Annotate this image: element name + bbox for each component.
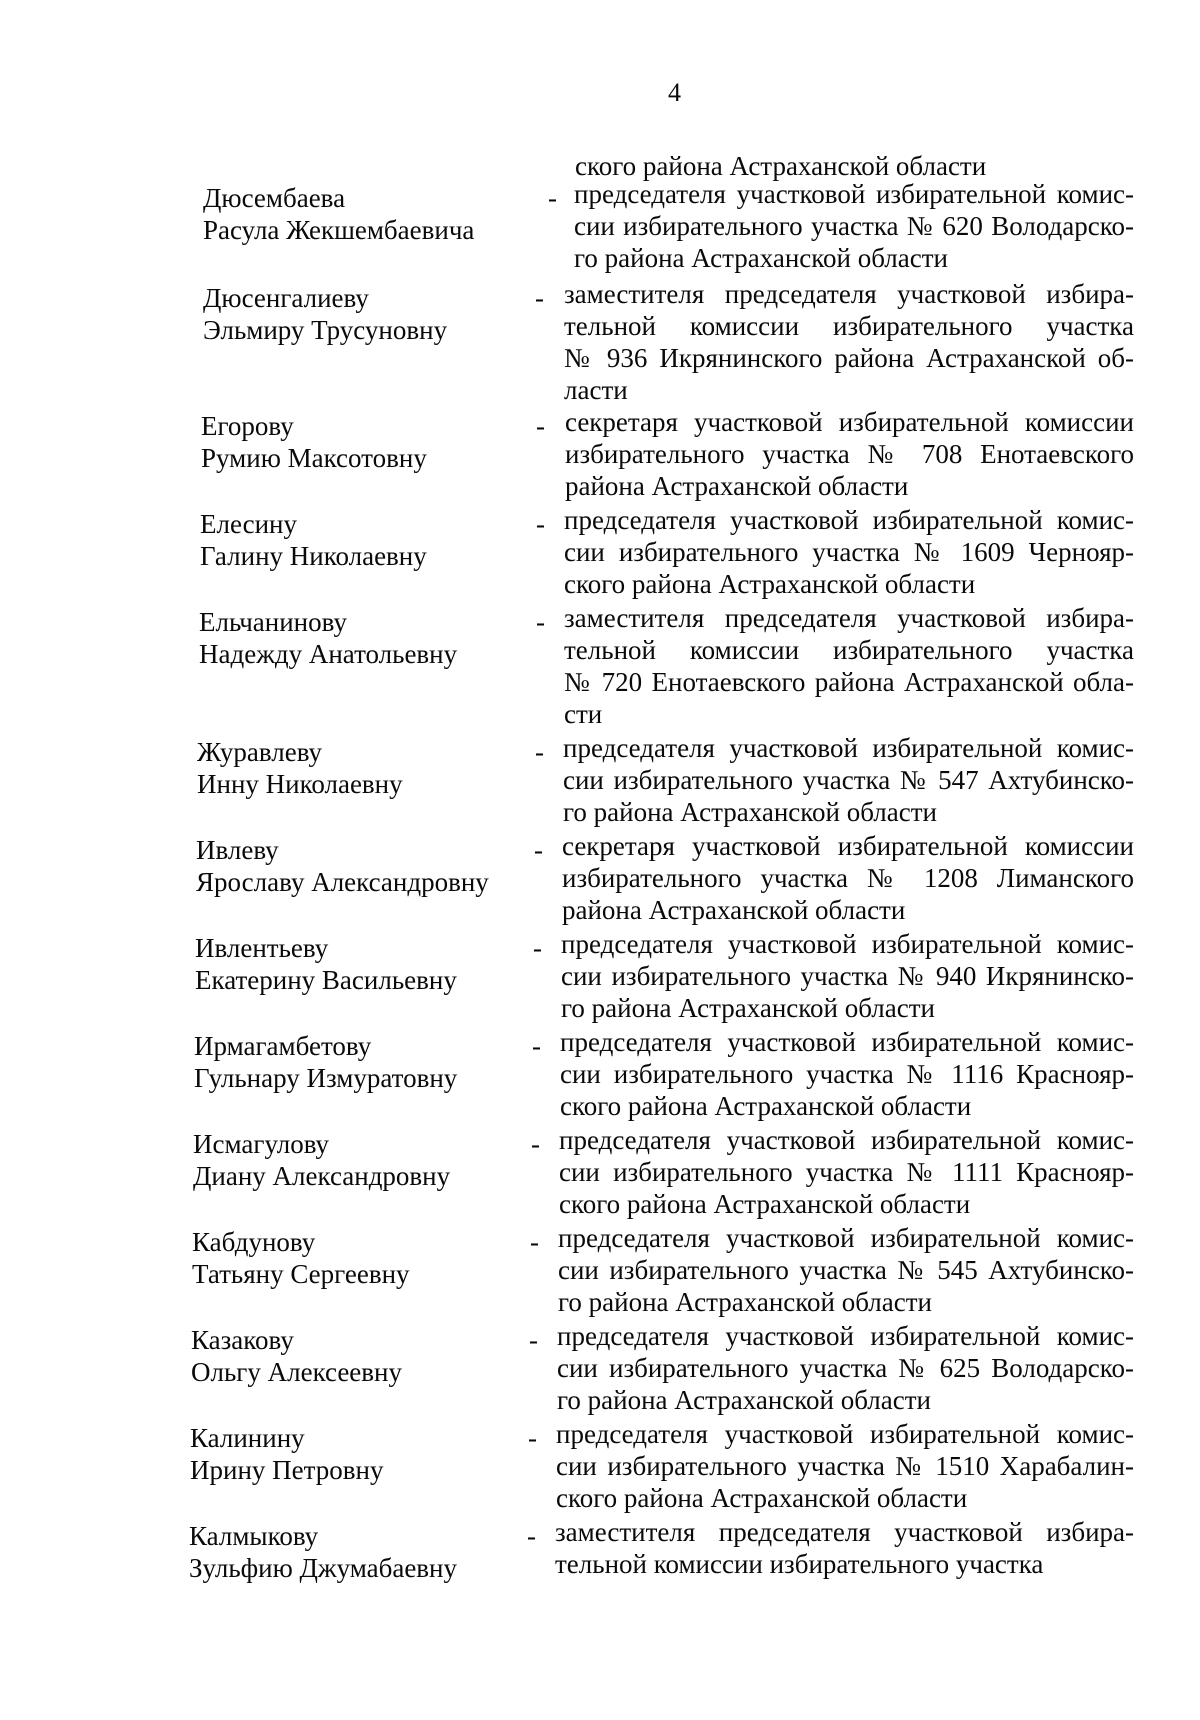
position-description-line: сии избирательного участка № 620 Володарско- — [574, 211, 1134, 241]
appointee-surname: Казакову — [191, 1325, 294, 1355]
dash-separator: - — [535, 283, 544, 313]
appointee-given-names: Румию Максотовну — [201, 443, 427, 473]
appointee-given-names: Галину Николаевну — [200, 541, 427, 571]
appointee-given-names: Диану Александровну — [193, 1161, 451, 1191]
appointee-surname: Калмыкову — [189, 1521, 319, 1551]
appointee-given-names: Инну Николаевну — [197, 769, 403, 799]
appointee-surname: Дюсенгалиеву — [203, 283, 369, 313]
position-description-line: председателя участковой избирательной комис- — [564, 505, 1134, 535]
position-description-line: го района Астраханской области — [574, 243, 948, 273]
position-description-line: избирательного участка № 708 Енотаевского — [565, 439, 1134, 469]
position-description-line: председателя участковой избирательной комис- — [559, 1125, 1134, 1155]
dash-separator: - — [536, 411, 545, 441]
position-description-line: председателя участковой избирательной комис- — [574, 179, 1134, 209]
position-description-line: заместителя председателя участковой избира- — [564, 279, 1134, 309]
appointee-surname: Егорову — [201, 411, 294, 441]
position-description-line: № 720 Енотаевского района Астраханской обла- — [564, 667, 1134, 697]
position-description-line: сти — [564, 699, 603, 729]
appointee-surname: Исмагулову — [193, 1129, 330, 1159]
position-description-line: го района Астраханской области — [558, 1287, 932, 1317]
appointee-given-names: Ярославу Александровну — [196, 867, 489, 897]
appointee-surname: Дюсембаева — [203, 183, 346, 213]
appointee-surname: Елесину — [200, 509, 298, 539]
dash-separator: - — [532, 1031, 541, 1061]
position-description-line: ского района Астраханской области — [556, 1483, 968, 1513]
appointee-given-names: Ольгу Алексеевну — [191, 1357, 402, 1387]
appointee-given-names: Расула Жекшембаевича — [203, 215, 475, 245]
appointee-given-names: Екатерину Васильевну — [195, 965, 457, 995]
position-description-line: района Астраханской области — [565, 471, 909, 501]
position-description-line: го района Астраханской области — [563, 797, 937, 827]
appointee-given-names: Зульфию Джумабаевну — [189, 1553, 457, 1583]
position-description-line: секретаря участковой избирательной комиссии — [565, 407, 1134, 437]
dash-separator: - — [531, 1129, 540, 1159]
position-description-line: тельной комиссии избирательного участка — [555, 1549, 1044, 1579]
continuation-line: ского района Астраханской области — [575, 151, 987, 181]
position-description-line: председателя участковой избирательной комис- — [561, 929, 1134, 959]
position-description-line: сии избирательного участка № 545 Ахтубинско- — [558, 1255, 1134, 1285]
appointee-given-names: Татьяну Сергеевну — [192, 1259, 410, 1289]
appointee-surname: Ирмагамбетову — [194, 1031, 372, 1061]
position-description-line: сии избирательного участка № 1116 Краснояр- — [560, 1059, 1134, 1089]
position-description-line: ского района Астраханской области — [560, 1091, 972, 1121]
position-description-line: заместителя председателя участковой избира- — [564, 603, 1134, 633]
appointee-surname: Кабдунову — [192, 1227, 316, 1257]
appointee-surname: Ивлеву — [196, 835, 279, 865]
dash-separator: - — [528, 1423, 537, 1453]
dash-separator: - — [533, 933, 542, 963]
appointee-surname: Калинину — [190, 1423, 305, 1453]
position-description-line: сии избирательного участка № 1510 Харабалин- — [556, 1451, 1134, 1481]
page-number: 4 — [668, 78, 681, 107]
position-description-line: тельной комиссии избирательного участка — [564, 311, 1134, 341]
dash-separator: - — [535, 737, 544, 767]
position-description-line: сии избирательного участка № 1609 Чернояр- — [564, 537, 1134, 567]
appointee-given-names: Ирину Петровну — [190, 1455, 384, 1485]
position-description-line: сии избирательного участка № 940 Икрянинско- — [561, 961, 1134, 991]
appointee-surname: Ивлентьеву — [195, 933, 329, 963]
position-description-line: сии избирательного участка № 625 Володарско- — [557, 1353, 1134, 1383]
position-description-line: ского района Астраханской области — [559, 1189, 971, 1219]
position-description-line: сии избирательного участка № 1111 Краснояр- — [559, 1157, 1134, 1187]
appointee-given-names: Гульнару Измуратовну — [194, 1063, 458, 1093]
position-description-line: тельной комиссии избирательного участка — [564, 635, 1134, 665]
dash-separator: - — [548, 183, 557, 213]
dash-separator: - — [536, 509, 545, 539]
position-description-line: района Астраханской области — [562, 895, 906, 925]
position-description-line: председателя участковой избирательной комис- — [557, 1321, 1134, 1351]
position-description-line: председателя участковой избирательной комис- — [563, 733, 1134, 763]
appointee-given-names: Эльмиру Трусуновну — [203, 315, 448, 345]
dash-separator: - — [534, 835, 543, 865]
position-description-line: председателя участковой избирательной комис- — [556, 1419, 1134, 1449]
position-description-line: секретаря участковой избирательной комиссии — [562, 831, 1134, 861]
position-description-line: сии избирательного участка № 547 Ахтубинско- — [563, 765, 1134, 795]
dash-separator: - — [527, 1521, 536, 1551]
dash-separator: - — [529, 1325, 538, 1355]
position-description-line: го района Астраханской области — [557, 1385, 931, 1415]
position-description-line: председателя участковой избирательной комис- — [560, 1027, 1134, 1057]
appointee-surname: Журавлеву — [197, 737, 323, 767]
position-description-line: ского района Астраханской области — [564, 569, 976, 599]
appointee-given-names: Надежду Анатольевну — [199, 639, 458, 669]
dash-separator: - — [536, 607, 545, 637]
appointee-surname: Ельчанинову — [199, 607, 347, 637]
position-description-line: ласти — [564, 375, 628, 405]
position-description-line: го района Астраханской области — [561, 993, 935, 1023]
position-description-line: заместителя председателя участковой избира- — [555, 1517, 1134, 1547]
position-description-line: № 936 Икрянинского района Астраханской об- — [564, 343, 1134, 373]
position-description-line: председателя участковой избирательной комис- — [558, 1223, 1134, 1253]
position-description-line: избирательного участка № 1208 Лиманского — [562, 863, 1134, 893]
dash-separator: - — [530, 1227, 539, 1257]
